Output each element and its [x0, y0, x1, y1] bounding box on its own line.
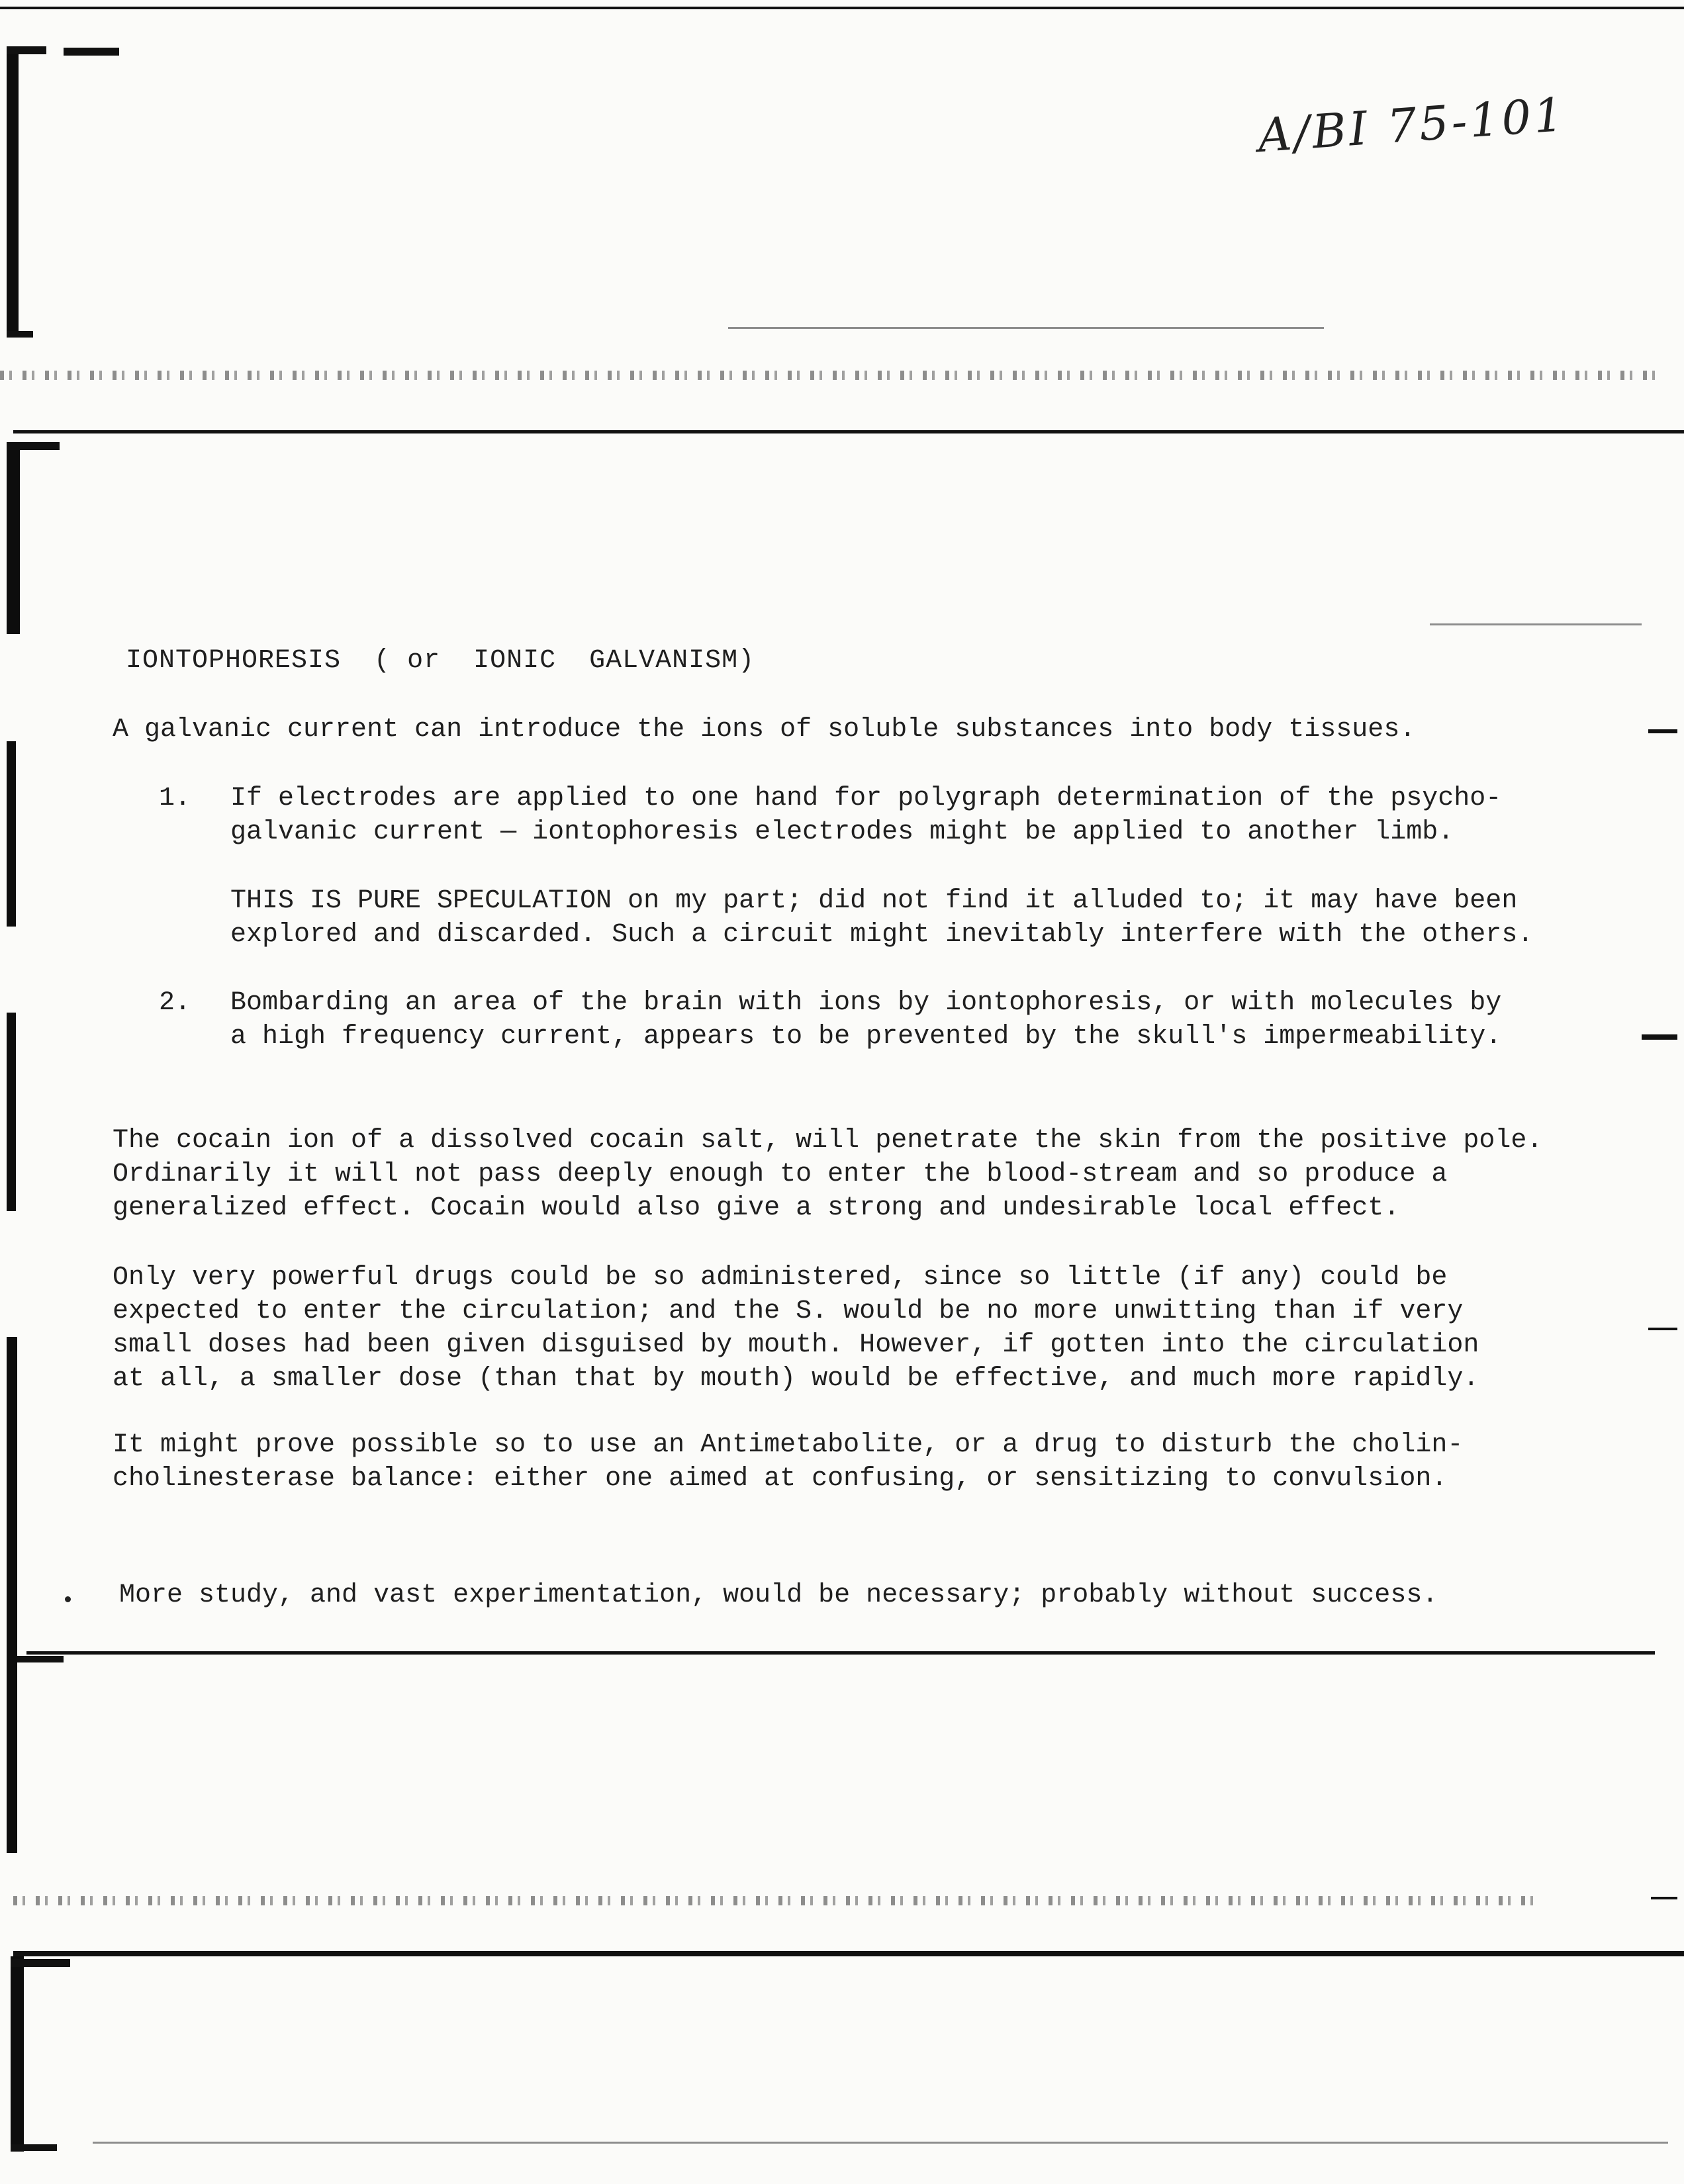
- paragraph-2-line-3: small doses had been given disguised by mouth. However, if gotten into the circulation: [113, 1330, 1479, 1360]
- section-divider-3: [13, 1951, 1684, 1956]
- paragraph-2-line-4: at all, a smaller dose (than that by mouth) would be effective, and much more rapidly.: [113, 1364, 1479, 1394]
- bottom-faint-line: [93, 2142, 1668, 2144]
- bar-6-top: [11, 1959, 70, 1967]
- paragraph-1-line-2: Ordinarily it will not pass deeply enough to enter the blood-stream and so produce a: [113, 1160, 1448, 1189]
- section-divider-2: [26, 1651, 1655, 1655]
- left-bar-3: [7, 741, 16, 927]
- left-bar-5: [7, 1337, 17, 1853]
- paragraph-1-line-1: The cocain ion of a dissolved cocain salt, will penetrate the skin from the positive pole.: [113, 1126, 1543, 1156]
- item-2-number: 2.: [159, 988, 191, 1018]
- item-2-line-1: Bombarding an area of the brain with ions by iontophoresis, or with molecules by: [230, 988, 1502, 1018]
- right-tick-4: [1651, 1897, 1677, 1899]
- right-tick-3: [1648, 1328, 1677, 1330]
- left-bar-4: [7, 1013, 16, 1211]
- paragraph-2-line-2: expected to enter the circulation; and the S. would be no more unwitting than if very: [113, 1297, 1464, 1326]
- intro-paragraph: A galvanic current can introduce the ions of soluble substances into body tissues.: [113, 715, 1416, 745]
- top-border-line: [0, 7, 1684, 9]
- left-bar-6: [11, 1956, 24, 2152]
- bracket-top: [7, 46, 46, 54]
- bar-6-bottom: [11, 2144, 57, 2151]
- bar-2-top: [7, 442, 60, 450]
- scan-noise-band-2: [13, 1896, 1536, 1905]
- item-2-line-2: a high frequency current, appears to be prevented by the skull's impermeability.: [230, 1022, 1502, 1052]
- handwritten-reference-number: A/BI 75-101: [1256, 87, 1568, 163]
- left-bracket-bar: [7, 46, 19, 338]
- paragraph-2-line-1: Only very powerful drugs could be so administered, since so little (if any) could be: [113, 1263, 1448, 1293]
- right-faint-line: [1430, 623, 1642, 625]
- bullet-mark: [65, 1596, 71, 1602]
- bracket-bottom: [7, 331, 33, 338]
- closing-line: More study, and vast experimentation, would be necessary; probably without success.: [119, 1580, 1438, 1610]
- bracket-dash: [64, 48, 119, 56]
- scan-noise-band: [0, 371, 1655, 380]
- paragraph-1-line-3: generalized effect. Cocain would also give a strong and undesirable local effect.: [113, 1193, 1400, 1223]
- item-1-number: 1.: [159, 784, 191, 813]
- scan-faint-line: [728, 327, 1324, 329]
- paragraph-3-line-1: It might prove possible so to use an Antimetabolite, or a drug to disturb the cholin-: [113, 1430, 1464, 1460]
- item-1-line-1: If electrodes are applied to one hand for polygraph determination of the psycho-: [230, 784, 1502, 813]
- right-tick-1: [1648, 729, 1677, 733]
- item-1-line-2: galvanic current — iontophoresis electrodes might be applied to another limb.: [230, 817, 1454, 847]
- document-heading: IONTOPHORESIS ( or IONIC GALVANISM): [126, 646, 755, 676]
- section-divider-1: [13, 430, 1684, 433]
- paragraph-3-line-2: cholinesterase balance: either one aimed at confusing, or sensitizing to convulsion.: [113, 1464, 1448, 1494]
- item-1-note-line-2: explored and discarded. Such a circuit might inevitably interfere with the others.: [230, 920, 1534, 950]
- bar-5-top: [17, 1656, 64, 1662]
- left-bar-2: [7, 442, 20, 634]
- item-1-note-line-1: THIS IS PURE SPECULATION on my part; did not find it alluded to; it may have been: [230, 886, 1518, 916]
